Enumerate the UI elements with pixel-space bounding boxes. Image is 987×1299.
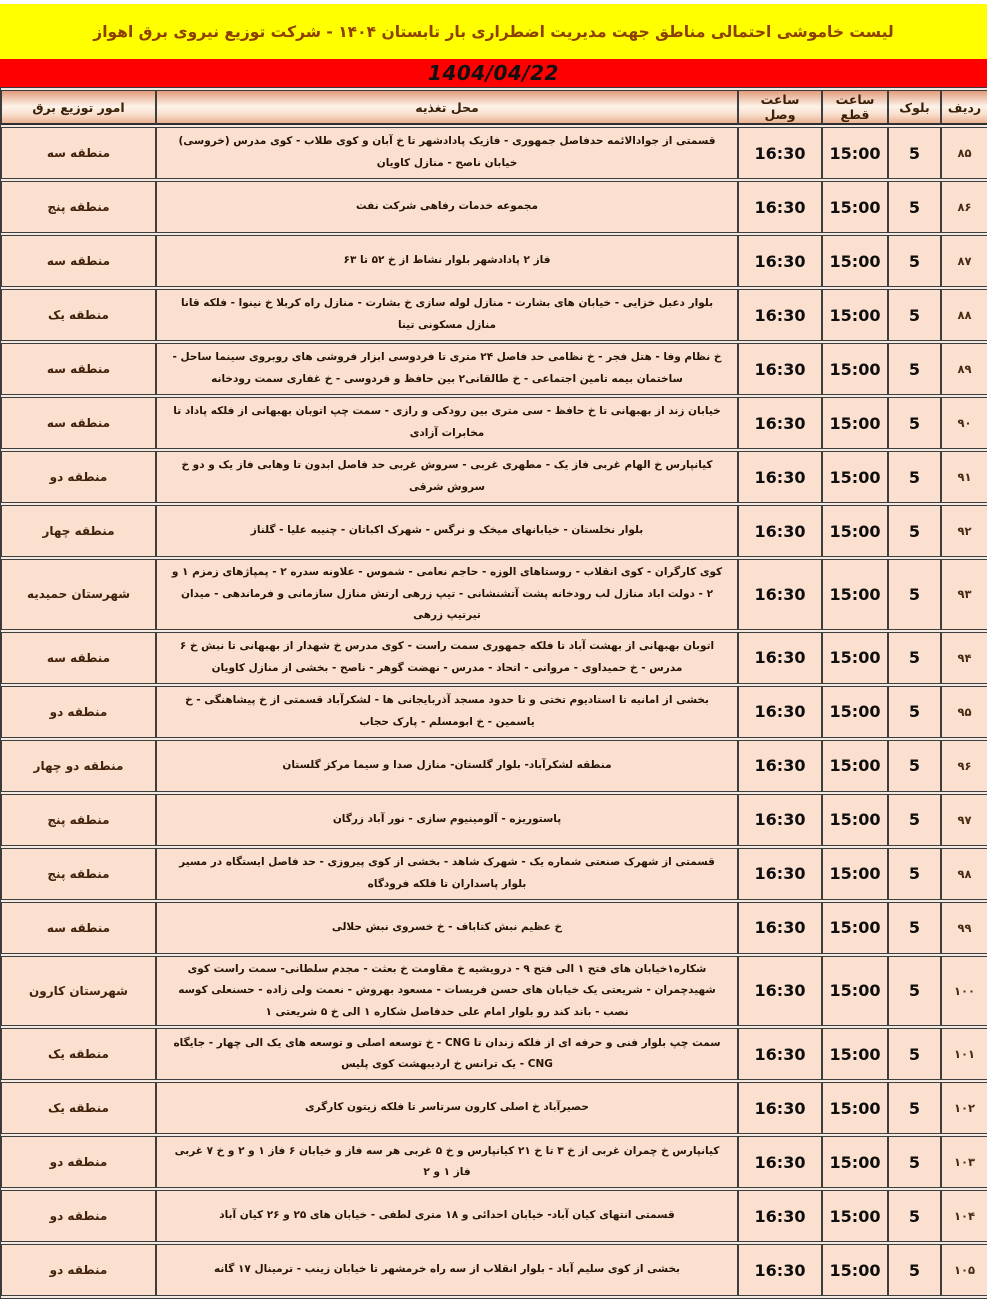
reconnect-time-cell: 16:30: [738, 902, 822, 954]
feeding-location-cell: بخشی از امانیه تا استادیوم تختی و تا حدود مسجد آذربایجانی ها - لشکرآباد قسمتی از خ پیشاهنگی - خ یاسمین - خ ابومسلم - پارک حجاب: [156, 686, 738, 738]
row-number-cell: ۹۸: [941, 848, 987, 900]
cut-time-cell: 15:00: [822, 397, 888, 449]
feeding-location-cell: خ عظیم نبش کتاباف - خ خسروی نبش حلالی: [156, 902, 738, 954]
reconnect-time-cell: 16:30: [738, 505, 822, 557]
table-row: [1, 1136, 987, 1188]
reconnect-time-cell: 16:30: [738, 127, 822, 179]
block-cell: 5: [888, 289, 941, 341]
reconnect-time-cell: 16:30: [738, 740, 822, 792]
row-number-cell: ۹۷: [941, 794, 987, 846]
table-row: [1, 397, 987, 449]
district-cell: منطقه سه: [1, 632, 156, 684]
feeding-location-cell: قسمتی از جوادالائمه حدفاصل جمهوری - فازیک پادادشهر تا خ آبان و کوی طلاب - کوی مدرس (خروسی) خیابان ناصح - منازل کاویان: [156, 127, 738, 179]
cut-time-cell: 15:00: [822, 1190, 888, 1242]
block-cell: 5: [888, 235, 941, 287]
table-row: [1, 505, 987, 557]
district-cell: منطقه پنج: [1, 181, 156, 233]
feeding-location-cell: مجموعه خدمات رفاهی شرکت نفت: [156, 181, 738, 233]
district-cell: منطقه دو: [1, 1244, 156, 1296]
district-cell: شهرستان حمیدیه: [1, 559, 156, 630]
feeding-location-cell: منطقه لشکرآباد- بلوار گلستان- منازل صدا و سیما مرکز گلستان: [156, 740, 738, 792]
district-cell: منطقه سه: [1, 127, 156, 179]
row-number-cell: ۱۰۴: [941, 1190, 987, 1242]
feeding-location-cell: قسمتی انتهای کیان آباد- خیابان احدائی و ۱۸ متری لطفی - خیابان های ۲۵ و ۲۶ کیان آباد: [156, 1190, 738, 1242]
cut-time-cell: 15:00: [822, 559, 888, 630]
table-row: [1, 902, 987, 954]
table-row: [1, 181, 987, 233]
district-cell: منطقه پنج: [1, 794, 156, 846]
row-number-cell: ۱۰۳: [941, 1136, 987, 1188]
district-cell: منطقه دو: [1, 1136, 156, 1188]
row-number-cell: ۱۰۵: [941, 1244, 987, 1296]
row-number-cell: ۹۴: [941, 632, 987, 684]
reconnect-time-cell: 16:30: [738, 1244, 822, 1296]
outage-table: [0, 87, 987, 1299]
feeding-location-cell: شکاره۱خیابان های فتح ۱ الی فتح ۹ - درویشیه خ مقاومت خ بعثت - مجدم سلطانی- سمت راست کوی شهیدچمران - شریعتی یک خیابان های حسن فریسات - مسعود بهروش - نعمت ولی زاده - حسنعلی کوسه نصب - باند کند رو بلوار امام علی حدفاصل شکاره ۱ الی خ ۵ شریعتی ۱: [156, 956, 738, 1027]
cut-time-cell: 15:00: [822, 686, 888, 738]
cut-time-cell: 15:00: [822, 343, 888, 395]
district-cell: منطقه دو: [1, 686, 156, 738]
header-cut-time: ساعت قطع: [822, 90, 888, 125]
block-cell: 5: [888, 740, 941, 792]
cut-time-cell: 15:00: [822, 956, 888, 1027]
table-row: [1, 289, 987, 341]
table-body: [1, 127, 987, 1296]
district-cell: منطقه پنج: [1, 848, 156, 900]
row-number-cell: ۱۰۱: [941, 1028, 987, 1080]
table-row: [1, 451, 987, 503]
page-title: لیست خاموشی احتمالی مناطق جهت مدیریت اضطراری بار تابستان ۱۴۰۴ - شرکت توزیع نیروی برق اهواز: [93, 22, 894, 41]
feeding-location-cell: کیانپارس خ چمران غربی از خ ۳ تا خ ۲۱ کیانپارس و خ ۵ غربی هر سه فاز و خیابان ۶ فاز ۱ و ۲ و خ ۷ غربی فاز ۱ و ۲: [156, 1136, 738, 1188]
cut-time-cell: 15:00: [822, 505, 888, 557]
table-row: [1, 559, 987, 630]
feeding-location-cell: قسمتی از شهرک صنعتی شماره یک - شهرک شاهد - بخشی از کوی پیروزی - حد فاصل ایستگاه در مسیر بلوار پاسداران تا فلکه فرودگاه: [156, 848, 738, 900]
reconnect-time-cell: 16:30: [738, 1136, 822, 1188]
header-row-number: ردیف: [941, 90, 987, 125]
header-reconnect-time: ساعت وصل: [738, 90, 822, 125]
table-row: [1, 686, 987, 738]
district-cell: منطقه دو: [1, 1190, 156, 1242]
row-number-cell: ۹۰: [941, 397, 987, 449]
reconnect-time-cell: 16:30: [738, 794, 822, 846]
block-cell: 5: [888, 1136, 941, 1188]
reconnect-time-cell: 16:30: [738, 686, 822, 738]
block-cell: 5: [888, 181, 941, 233]
block-cell: 5: [888, 343, 941, 395]
header-location: محل تغذیه: [156, 90, 738, 125]
table-row: [1, 956, 987, 1027]
block-cell: 5: [888, 1082, 941, 1134]
block-cell: 5: [888, 1190, 941, 1242]
cut-time-cell: 15:00: [822, 902, 888, 954]
reconnect-time-cell: 16:30: [738, 451, 822, 503]
district-cell: منطقه سه: [1, 397, 156, 449]
district-cell: منطقه یک: [1, 289, 156, 341]
row-number-cell: ۹۹: [941, 902, 987, 954]
row-number-cell: ۸۹: [941, 343, 987, 395]
cut-time-cell: 15:00: [822, 848, 888, 900]
feeding-location-cell: اتوبان بهبهانی از بهشت آباد تا فلکه جمهوری سمت راست - کوی مدرس خ شهدار از بهبهانی تا نبش خ ۶ مدرس - خ حمیداوی - مروانی - اتحاد - مدرس - نهضت گوهر - ناصح - بخشی از منازل کاویان: [156, 632, 738, 684]
row-number-cell: ۹۳: [941, 559, 987, 630]
table-row: [1, 1082, 987, 1134]
block-cell: 5: [888, 902, 941, 954]
date-text: 1404/04/22: [428, 61, 559, 85]
row-number-cell: ۸۸: [941, 289, 987, 341]
table-row: [1, 632, 987, 684]
reconnect-time-cell: 16:30: [738, 235, 822, 287]
reconnect-time-cell: 16:30: [738, 1190, 822, 1242]
table-header: [1, 90, 987, 125]
cut-time-cell: 15:00: [822, 1028, 888, 1080]
block-cell: 5: [888, 505, 941, 557]
district-cell: منطقه سه: [1, 902, 156, 954]
row-number-cell: ۹۱: [941, 451, 987, 503]
reconnect-time-cell: 16:30: [738, 956, 822, 1027]
row-number-cell: ۹۶: [941, 740, 987, 792]
feeding-location-cell: کوی کارگران - کوی انقلاب - روستاهای الوزه - حاجم نعامی - شموس - علاونه سدره ۲ - پمپاژهای زمزم ۱ و ۲ - دولت اباد منازل لب رودخانه پشت آتشنشانی - تیپ زرهی ارتش منازل سازمانی و فرماندهی - میدان تیرتیپ زرهی: [156, 559, 738, 630]
feeding-location-cell: حصیرآباد خ اصلی کارون سرتاسر تا فلکه زیتون کارگری: [156, 1082, 738, 1134]
header-district: امور توزیع برق: [1, 90, 156, 125]
date-banner: [0, 59, 987, 87]
reconnect-time-cell: 16:30: [738, 632, 822, 684]
block-cell: 5: [888, 397, 941, 449]
table-row: [1, 1244, 987, 1296]
reconnect-time-cell: 16:30: [738, 848, 822, 900]
district-cell: منطقه یک: [1, 1082, 156, 1134]
table-row: [1, 127, 987, 179]
cut-time-cell: 15:00: [822, 289, 888, 341]
block-cell: 5: [888, 632, 941, 684]
reconnect-time-cell: 16:30: [738, 181, 822, 233]
row-number-cell: ۹۲: [941, 505, 987, 557]
block-cell: 5: [888, 686, 941, 738]
cut-time-cell: 15:00: [822, 632, 888, 684]
table-row: [1, 740, 987, 792]
row-number-cell: ۹۵: [941, 686, 987, 738]
reconnect-time-cell: 16:30: [738, 1082, 822, 1134]
cut-time-cell: 15:00: [822, 1244, 888, 1296]
district-cell: منطقه چهار: [1, 505, 156, 557]
district-cell: منطقه دو: [1, 451, 156, 503]
feeding-location-cell: پاستوریزه - آلومینیوم سازی - نور آباد زرگان: [156, 794, 738, 846]
header-block: بلوک: [888, 90, 941, 125]
block-cell: 5: [888, 794, 941, 846]
cut-time-cell: 15:00: [822, 794, 888, 846]
title-banner: [0, 4, 987, 59]
row-number-cell: ۸۷: [941, 235, 987, 287]
district-cell: منطقه دو چهار: [1, 740, 156, 792]
cut-time-cell: 15:00: [822, 1082, 888, 1134]
reconnect-time-cell: 16:30: [738, 343, 822, 395]
table-row: [1, 343, 987, 395]
district-cell: شهرستان کارون: [1, 956, 156, 1027]
reconnect-time-cell: 16:30: [738, 1028, 822, 1080]
table-row: [1, 848, 987, 900]
district-cell: منطقه سه: [1, 343, 156, 395]
block-cell: 5: [888, 559, 941, 630]
row-number-cell: ۸۶: [941, 181, 987, 233]
feeding-location-cell: فاز ۲ پادادشهر بلوار نشاط از خ ۵۲ تا ۶۳: [156, 235, 738, 287]
feeding-location-cell: بلوار نخلستان - خیابانهای میخک و نرگس - شهرک اکباتان - چنیبه علیا - گلناز: [156, 505, 738, 557]
cut-time-cell: 15:00: [822, 181, 888, 233]
feeding-location-cell: سمت چپ بلوار فنی و حرفه ای از فلکه زندان تا CNG - خ توسعه اصلی و توسعه های یک الی چهار - جایگاه CNG - یک ترانس خ اردیبهشت کوی پلیس: [156, 1028, 738, 1080]
table-row: [1, 1028, 987, 1080]
block-cell: 5: [888, 127, 941, 179]
feeding-location-cell: کیانپارس خ الهام غربی فاز یک - مطهری غربی - سروش غربی حد فاصل ابدون تا وهابی فاز یک و دو خ سروش شرقی: [156, 451, 738, 503]
reconnect-time-cell: 16:30: [738, 397, 822, 449]
row-number-cell: ۱۰۲: [941, 1082, 987, 1134]
row-number-cell: ۸۵: [941, 127, 987, 179]
row-number-cell: ۱۰۰: [941, 956, 987, 1027]
cut-time-cell: 15:00: [822, 740, 888, 792]
district-cell: منطقه یک: [1, 1028, 156, 1080]
block-cell: 5: [888, 848, 941, 900]
cut-time-cell: 15:00: [822, 127, 888, 179]
district-cell: منطقه سه: [1, 235, 156, 287]
feeding-location-cell: بلوار دعبل خزایی - خیابان های بشارت - منازل لوله سازی خ بشارت - منازل راه کربلا خ نینوا - فلکه قانا منازل مسکونی تینا: [156, 289, 738, 341]
table-row: [1, 235, 987, 287]
feeding-location-cell: خیابان زند از بهبهانی تا خ حافظ - سی متری بین رودکی و رازی - سمت چپ اتوبان بهبهانی از فلکه پاداد تا مخابرات آزادی: [156, 397, 738, 449]
block-cell: 5: [888, 956, 941, 1027]
block-cell: 5: [888, 1244, 941, 1296]
block-cell: 5: [888, 1028, 941, 1080]
block-cell: 5: [888, 451, 941, 503]
table-row: [1, 794, 987, 846]
cut-time-cell: 15:00: [822, 451, 888, 503]
reconnect-time-cell: 16:30: [738, 289, 822, 341]
cut-time-cell: 15:00: [822, 235, 888, 287]
reconnect-time-cell: 16:30: [738, 559, 822, 630]
feeding-location-cell: بخشی از کوی سلیم آباد - بلوار انقلاب از سه راه خرمشهر تا خیابان زینب - ترمینال ۱۷ گانه: [156, 1244, 738, 1296]
cut-time-cell: 15:00: [822, 1136, 888, 1188]
feeding-location-cell: خ نظام وفا - هتل فجر - خ نظامی حد فاصل ۲۴ متری تا فردوسی ابزار فروشی های روبروی سینما ساحل - ساختمان بیمه تامین اجتماعی - خ طالقانی۲ بین حافظ و فردوسی - خ غفاری سمت رودخانه: [156, 343, 738, 395]
table-row: [1, 1190, 987, 1242]
